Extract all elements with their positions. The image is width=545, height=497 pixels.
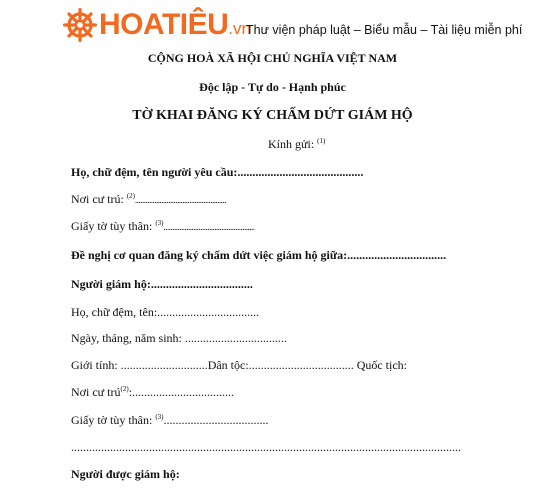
guardian-name-dots: .................................. [157, 305, 260, 319]
ship-wheel-icon [63, 8, 97, 42]
footnote-1: (1) [317, 137, 326, 145]
form-title: TỜ KHAI ĐĂNG KÝ CHẤM DỨT GIÁM HỘ [132, 108, 413, 123]
guardian-residence-dots: :.................................. [128, 385, 235, 399]
guardian-heading-dots: .................................. [150, 277, 253, 291]
logo-text: HOATIÊU.vn [99, 8, 251, 41]
id-field[interactable] [71, 219, 255, 234]
residence-dots: .................................................... [135, 195, 227, 205]
tagline: Thư viện pháp luật – Biểu mẫu – Tài liệu miễn phí [246, 23, 523, 37]
footnote-2b: (2) [120, 385, 129, 393]
guardian-id-field[interactable] [71, 413, 269, 428]
guardian-heading[interactable] [71, 277, 253, 292]
requester-field[interactable] [71, 165, 363, 180]
gender-dots: ............................. [117, 358, 208, 372]
guardian-id-dots: ................................... [163, 413, 269, 427]
country-heading: CỘNG HOÀ XÃ HỘI CHỦ NGHĨA VIỆT NAM [147, 51, 398, 65]
logo[interactable] [63, 5, 251, 45]
logo-suffix: .vn [228, 19, 251, 38]
guardian-dob-field[interactable] [71, 331, 287, 346]
guardian-heading-label: Người giám hộ: [71, 277, 151, 291]
guardian-name-label: Họ, chữ đệm, tên: [71, 305, 158, 319]
guardian-dob-label: Ngày, tháng, năm sinh: [71, 331, 182, 345]
guardian-residence-label: Nơi cư trú [71, 385, 121, 399]
request-field[interactable] [71, 248, 446, 263]
recipient-line [268, 137, 325, 152]
requester-dots: .......................................... [237, 165, 364, 179]
guardian-residence-field[interactable] [71, 385, 234, 400]
recipient-label: Kính gửi: [268, 137, 315, 151]
residence-field[interactable] [71, 192, 226, 207]
footnote-3: (3) [155, 219, 164, 227]
guardian-id-label: Giấy tờ tùy thân: [71, 413, 153, 427]
nationality-label: Quốc tịch: [353, 358, 408, 372]
id-dots: .................................................... [163, 222, 255, 232]
ethnicity-label: Dân tộc: [207, 358, 249, 372]
ethnicity-dots: ................................... [248, 358, 354, 372]
guardian-name-field[interactable] [71, 305, 259, 320]
request-dots: ................................. [347, 248, 447, 262]
id-label: Giấy tờ tùy thân: [71, 219, 153, 233]
gender-label: Giới tính: [71, 358, 118, 372]
guardian-dob-dots: .................................. [181, 331, 287, 345]
ward-heading: Người được giám hộ: [71, 467, 180, 481]
guardian-demographics-row[interactable] [71, 358, 407, 373]
residence-label: Nơi cư trú: [71, 192, 124, 206]
motto: Độc lập - Tự do - Hạnh phúc [199, 80, 346, 94]
footnote-2: (2) [126, 192, 136, 200]
request-label: Đề nghị cơ quan đăng ký chấm dứt việc giám hộ giữa: [71, 248, 348, 262]
footnote-3b: (3) [155, 413, 164, 421]
requester-label: Họ, chữ đệm, tên người yêu cầu: [71, 165, 238, 179]
full-blank-line[interactable]: .................................................................................................................................. [71, 440, 461, 454]
